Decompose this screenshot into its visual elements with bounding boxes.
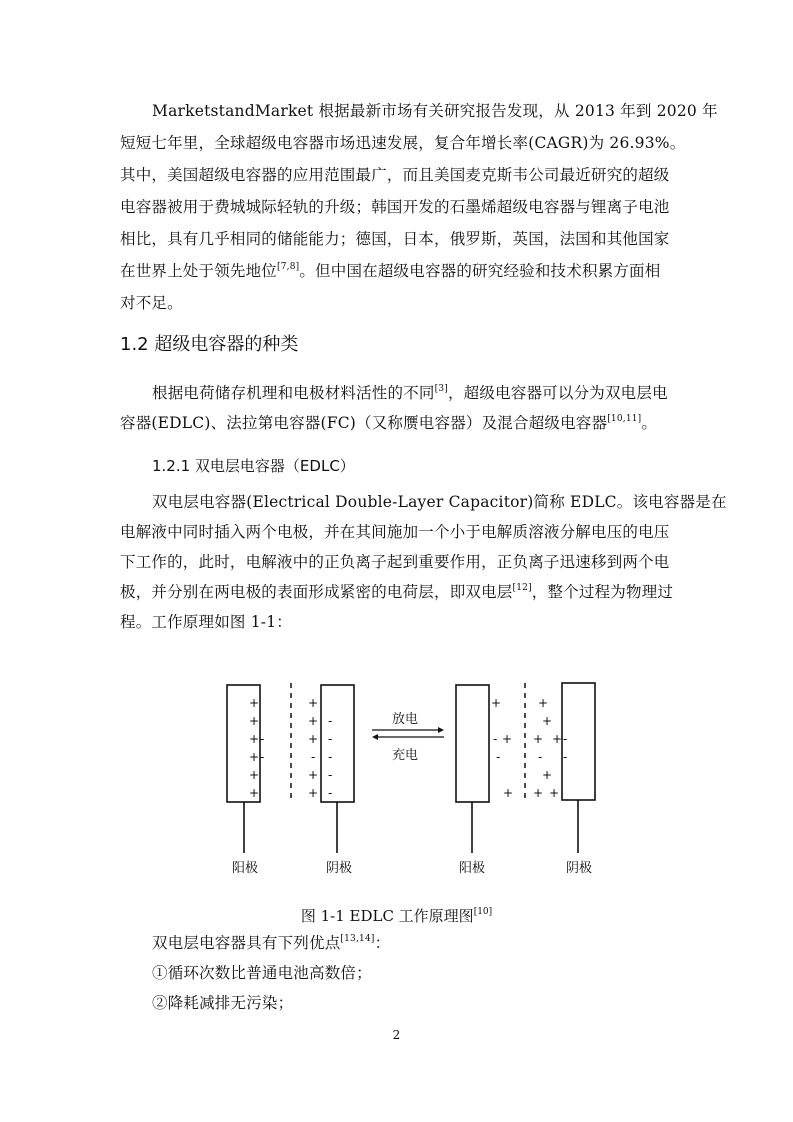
charge-sign: + (249, 786, 260, 800)
charge-sign: + (491, 696, 502, 710)
charge-sign: - (328, 768, 333, 782)
charge-sign: - (563, 732, 568, 746)
charge-sign: + (542, 714, 553, 728)
figure-caption-text: 图 1-1 EDLC 工作原理图 (300, 907, 474, 925)
edlc-line-2: 电解液中同时插入两个电极，并在其间施加一个小于电解质溶液分解电压的电压 (120, 523, 670, 541)
edlc-line-1: 双电层电容器(Electrical Double-Layer Capacitor)简称 EDLC。该电容器是在 (152, 493, 727, 511)
intro-line-4: 电容器被用于费城城际轻轨的升级；韩国开发的石墨烯超级电容器与锂离子电池 (120, 198, 670, 216)
charge-arrowhead (372, 734, 378, 740)
edlc-line-4-text: 极，并分别在两电极的表面形成紧密的电荷层，即双电层 (120, 583, 513, 601)
charge-sign: + (538, 696, 549, 710)
charge-sign: - (260, 750, 265, 764)
types-line-1-text: 根据电荷储存机理和电极材料活性的不同 (152, 384, 435, 402)
charge-sign: + (542, 768, 553, 782)
charge-sign: + (249, 732, 260, 746)
advantages-intro-text: 双电层电容器具有下列优点 (152, 934, 341, 952)
figure-caption (0, 905, 793, 926)
charge-sign: + (552, 732, 563, 746)
section-heading: 1.2 超级电容器的种类 (120, 334, 299, 355)
citation-ref: [3] (434, 384, 448, 394)
charge-sign: + (502, 732, 513, 746)
charge-sign: + (549, 786, 560, 800)
charge-sign: + (308, 714, 319, 728)
charge-sign: + (308, 732, 319, 746)
left-cathode-label: 阴极 (326, 861, 353, 876)
charge-sign: + (503, 786, 514, 800)
right-anode-plate (456, 685, 489, 802)
intro-line-2: 短短七年里，全球超级电容器市场迅速发展，复合年增长率(CAGR)为 26.93%。 (120, 134, 686, 152)
charge-sign: - (328, 786, 333, 800)
citation-ref: [10] (473, 907, 493, 917)
left-cathode-plate (321, 685, 354, 802)
charge-sign: + (533, 786, 544, 800)
charge-sign: - (328, 750, 333, 764)
edlc-line-4 (120, 582, 673, 602)
advantages-intro-tail: ： (374, 934, 391, 952)
edlc-line-4-tail: ，整个过程为物理过 (531, 583, 674, 601)
types-line-2-tail: 。 (641, 414, 658, 432)
page-number: 2 (392, 1028, 401, 1042)
charge-sign: - (311, 750, 316, 764)
intro-line-5: 相比，具有几乎相同的储能能力；德国，日本，俄罗斯，英国，法国和其他国家 (120, 230, 670, 248)
charge-sign: - (328, 732, 333, 746)
charge-sign: - (260, 732, 265, 746)
intro-line-6 (120, 261, 660, 281)
intro-line-1: MarketstandMarket 根据最新市场有关研究报告发现，从 2013 年到 2020 年 (152, 102, 718, 120)
citation-ref: [12] (512, 583, 532, 593)
types-line-1 (152, 383, 668, 403)
charge-sign: + (249, 714, 260, 728)
edlc-diagram (220, 675, 610, 885)
charge-label: 充电 (392, 748, 419, 763)
charge-sign: + (249, 696, 260, 710)
types-line-1-tail: ，超级电容器可以分为双电层电 (447, 384, 668, 402)
citation-ref: [13,14] (340, 934, 375, 944)
charge-sign: + (308, 696, 319, 710)
charge-sign: - (563, 750, 568, 764)
charge-sign: + (249, 768, 260, 782)
citation-ref: [10,11] (607, 414, 642, 424)
advantage-item-1: ①循环次数比普通电池高数倍； (152, 964, 372, 982)
edlc-line-5: 程。工作原理如图 1-1： (120, 613, 292, 631)
charge-sign: + (533, 732, 544, 746)
right-cathode-label: 阴极 (566, 861, 593, 876)
charge-sign: - (496, 750, 501, 764)
right-anode-label: 阳极 (459, 861, 486, 876)
discharge-label: 放电 (392, 712, 419, 727)
charge-sign: + (308, 786, 319, 800)
advantages-intro (152, 933, 390, 953)
advantage-item-2: ②降耗减排无污染； (152, 994, 294, 1012)
citation-ref: [7,8] (277, 262, 300, 272)
intro-line-6-text: 在世界上处于领先地位 (120, 262, 278, 280)
intro-line-3: 其中，美国超级电容器的应用范围最广，而且美国麦克斯韦公司最近研究的超级 (120, 166, 670, 184)
charge-sign: + (249, 750, 260, 764)
charge-sign: - (538, 750, 543, 764)
subsection-heading: 1.2.1 双电层电容器（EDLC） (152, 457, 355, 475)
intro-line-7: 对不足。 (120, 294, 183, 312)
intro-line-6-tail: 。但中国在超级电容器的研究经验和技术积累方面相 (299, 262, 661, 280)
types-line-2 (120, 413, 657, 433)
charge-sign: - (328, 714, 333, 728)
discharge-arrowhead (438, 727, 444, 733)
charge-sign: - (493, 732, 498, 746)
left-anode-label: 阳极 (232, 861, 259, 876)
types-line-2-text: 容器(EDLC)、法拉第电容器(FC)（又称赝电容器）及混合超级电容器 (120, 414, 608, 432)
edlc-line-3: 下工作的，此时，电解液中的正负离子起到重要作用，正负离子迅速移到两个电 (120, 553, 670, 571)
charge-sign: + (308, 768, 319, 782)
